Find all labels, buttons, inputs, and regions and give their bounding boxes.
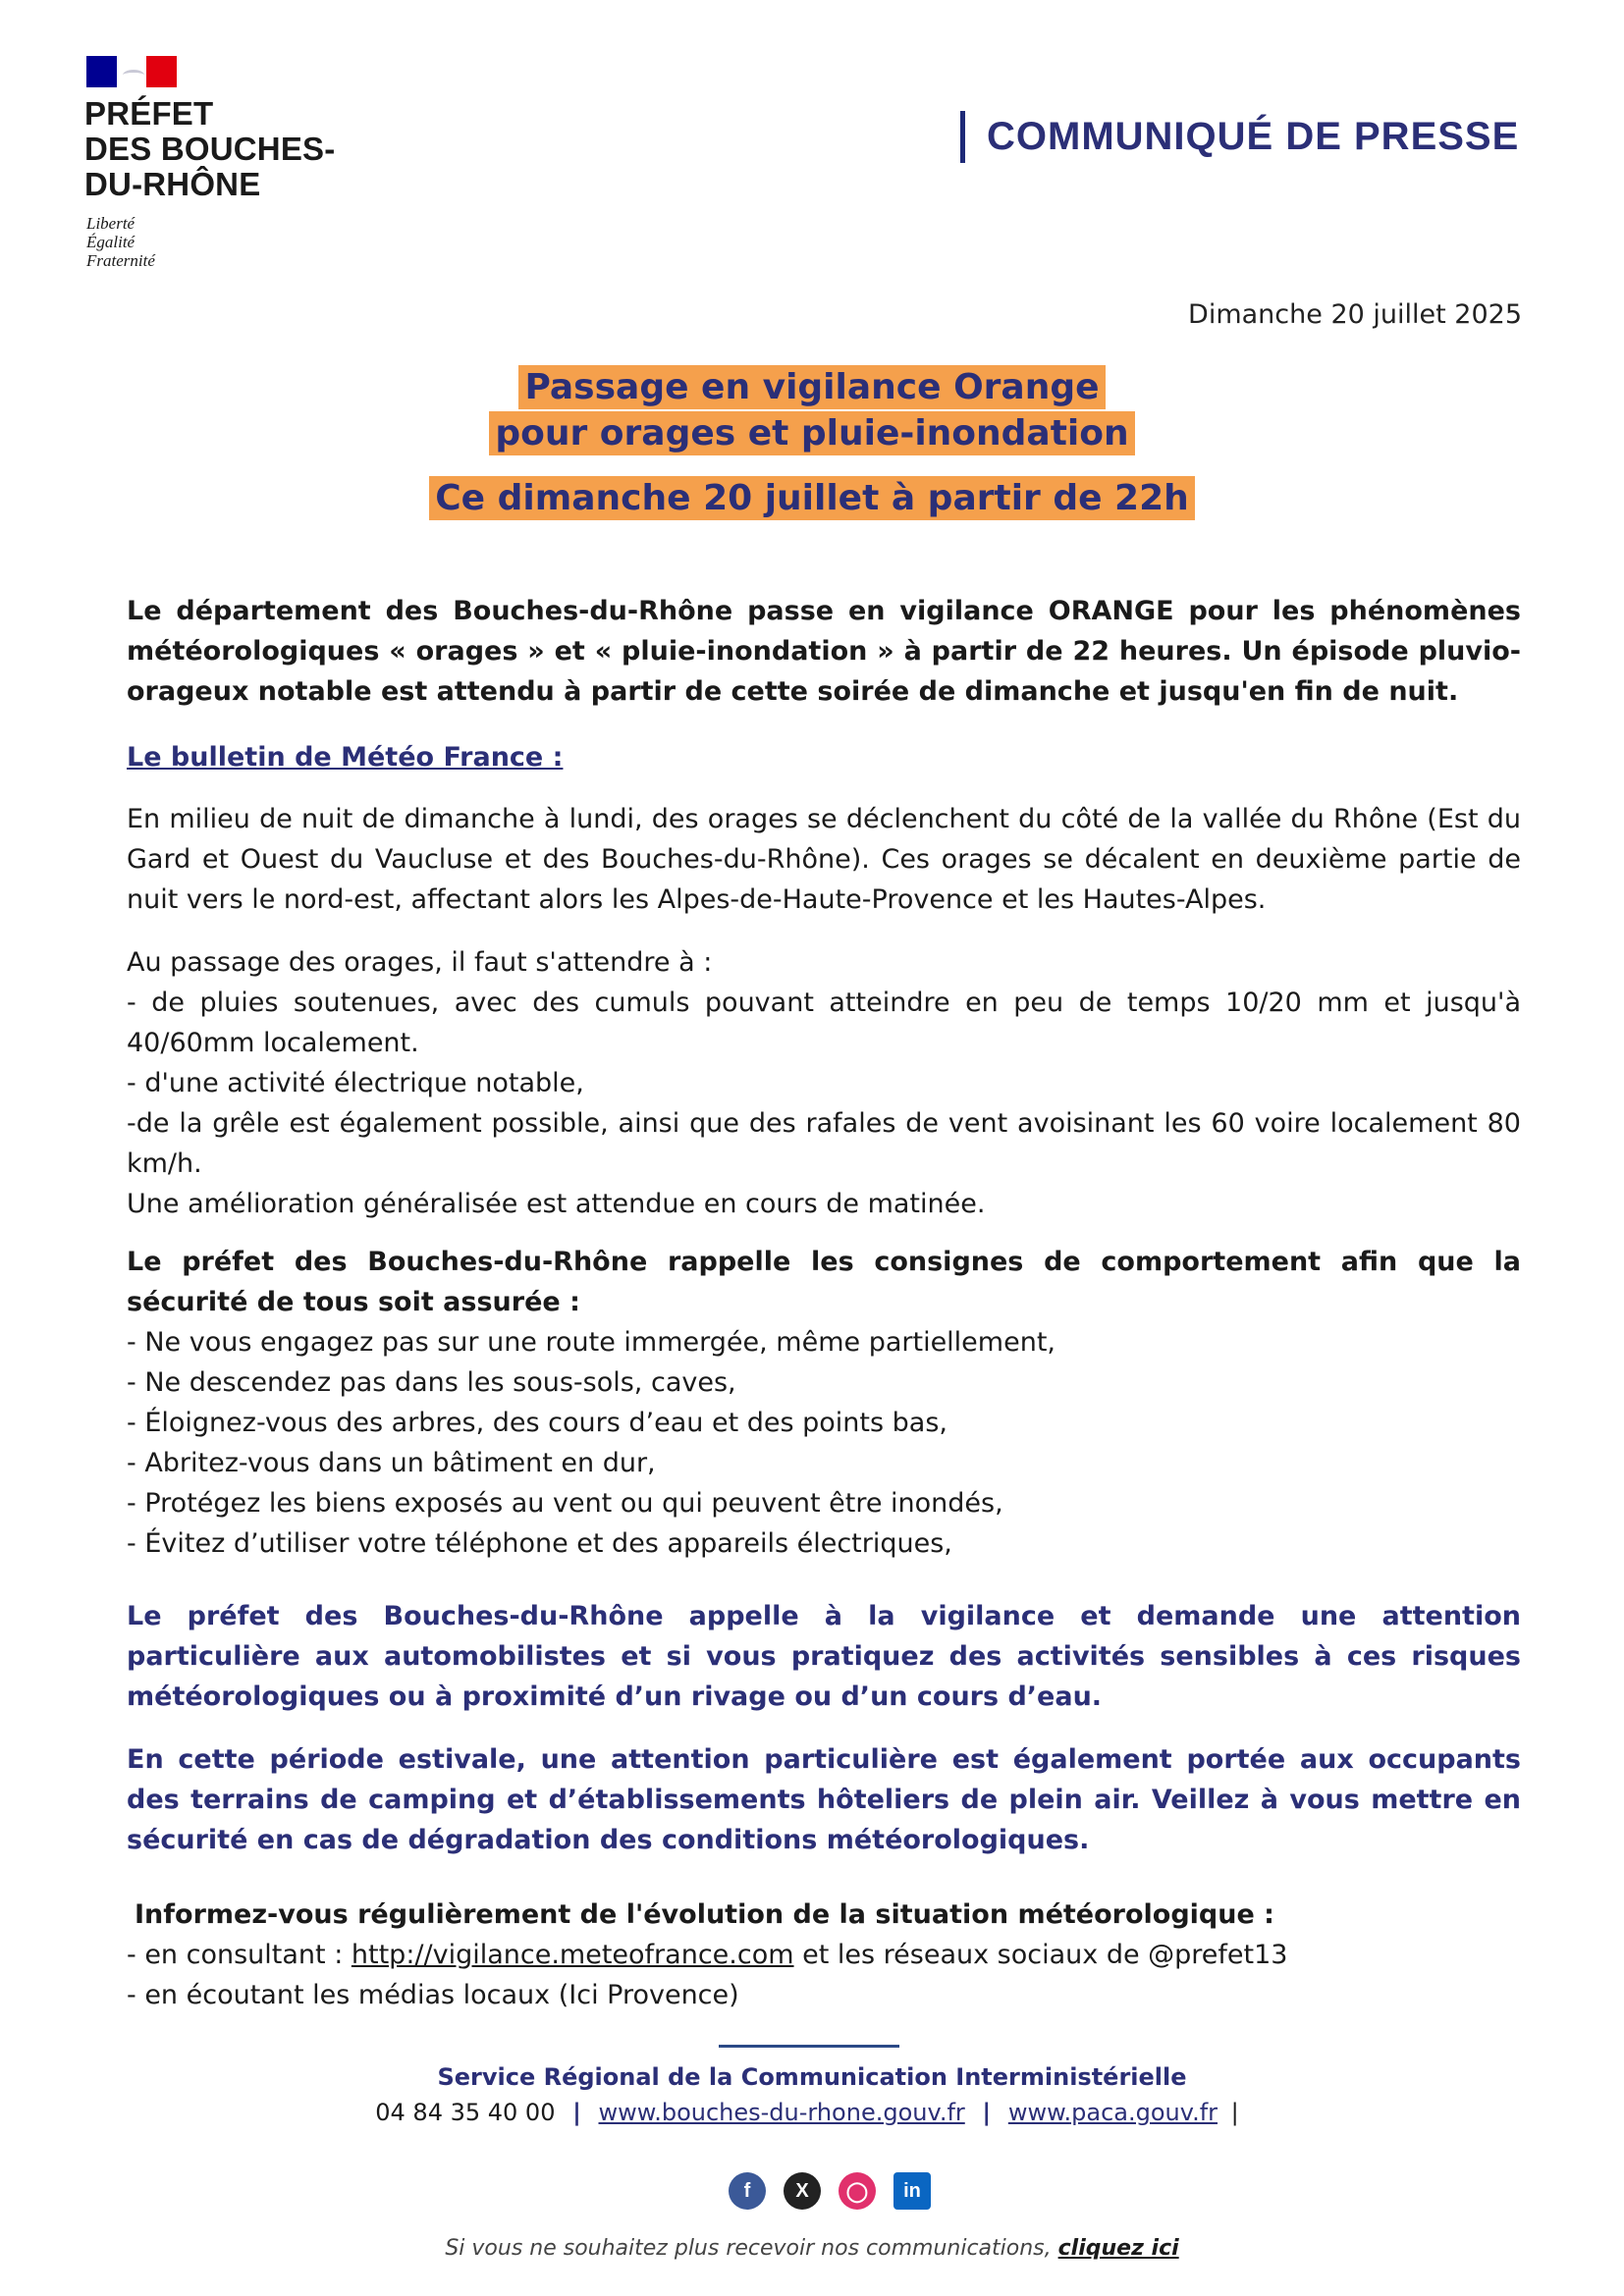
expectations-intro: Au passage des orages, il faut s'attendre à : bbox=[127, 947, 713, 978]
republic-flag-logo bbox=[86, 56, 177, 87]
consigne-item: - Ne descendez pas dans les sous-sols, caves, bbox=[127, 1367, 736, 1398]
meteofrance-link[interactable]: http://vigilance.meteofrance.com bbox=[351, 1940, 794, 1970]
info-heading: Informez-vous régulièrement de l'évolution de la situation météorologique : bbox=[135, 1899, 1274, 1930]
summer-notice: En cette période estivale, une attention particulière est également portée aux occupants des terrains de camping et d’établissements hôteliers de plein air. Veillez à vous mettre en sécurité en cas de dégradation des conditions météorologiques. bbox=[127, 1744, 1521, 1855]
intro-paragraph: Le département des Bouches-du-Rhône passe en vigilance ORANGE pour les phénomènes météorologiques « orages » et « pluie-inondation » à partir de 22 heures. Un épisode pluvio-orageux notable est attendu à partir de cette soirée de dimanche et jusqu'en fin de nuit. bbox=[127, 596, 1521, 707]
bulletin-heading-wrap bbox=[127, 737, 1521, 777]
footer-divider bbox=[719, 2045, 899, 2048]
press-date: Dimanche 20 juillet 2025 bbox=[1188, 299, 1522, 330]
separator: | bbox=[572, 2099, 581, 2126]
site-bouches-du-rhone-link[interactable]: www.bouches-du-rhone.gouv.fr bbox=[598, 2099, 965, 2126]
expectation-rain: - de pluies soutenues, avec des cumuls pouvant atteindre en peu de temps 10/20 mm et jusqu'à 40/60mm localement. bbox=[127, 988, 1521, 1058]
title-line-1-wrap bbox=[0, 367, 1624, 407]
unsubscribe-text: Si vous ne souhaitez plus recevoir nos communications, bbox=[445, 2236, 1058, 2261]
document-type: COMMUNIQUÉ DE PRESSE bbox=[987, 115, 1520, 158]
consigne-item: - Protégez les biens exposés au vent ou qui peuvent être inondés, bbox=[127, 1488, 1003, 1519]
phone-number: 04 84 35 40 00 bbox=[375, 2099, 556, 2126]
facebook-icon[interactable]: f bbox=[729, 2172, 766, 2210]
info-consult-suffix: et les réseaux sociaux de @prefet13 bbox=[793, 1940, 1288, 1970]
expectation-hail: -de la grêle est également possible, ainsi que des rafales de vent avoisinant les 60 voire localement 80 km/h. bbox=[127, 1108, 1521, 1179]
linkedin-icon[interactable]: in bbox=[893, 2172, 931, 2210]
header-accent-bar bbox=[960, 111, 965, 163]
info-line-media: - en écoutant les médias locaux (Ici Provence) bbox=[127, 1980, 739, 2010]
republic-motto: Liberté Égalité Fraternité bbox=[86, 214, 155, 270]
consigne-item: - Évitez d’utiliser votre téléphone et des appareils électriques, bbox=[127, 1528, 952, 1559]
bulletin-paragraph: En milieu de nuit de dimanche à lundi, des orages se déclenchent du côté de la vallée du Rhône (Est du Gard et Ouest du Vaucluse et des Bouches-du-Rhône). Ces orages se décalent en deuxième partie de nuit vers le nord-est, affectant alors les Alpes-de-Haute-Provence et les Hautes-Alpes. bbox=[127, 804, 1521, 915]
separator: | bbox=[982, 2099, 992, 2126]
title-line-2-wrap bbox=[0, 413, 1624, 454]
consignes-intro: Le préfet des Bouches-du-Rhône rappelle les consignes de comportement afin que la sécurité de tous soit assurée : bbox=[127, 1247, 1521, 1317]
title-line-2: pour orages et pluie-inondation bbox=[489, 411, 1134, 455]
expectations-block bbox=[127, 942, 1521, 1224]
info-line-consult bbox=[127, 1935, 1521, 1975]
vigilance-appeal: Le préfet des Bouches-du-Rhône appelle à la vigilance et demande une attention particulière aux automobilistes et si vous pratiquez des activités sensibles à ces risques météorologiques ou à proximité d’un rivage ou d’un cours d’eau. bbox=[127, 1601, 1521, 1712]
unsubscribe-line bbox=[0, 2236, 1624, 2261]
prefecture-name: PRÉFET DES BOUCHES- DU-RHÔNE bbox=[84, 95, 336, 202]
contact-line bbox=[0, 2099, 1624, 2126]
info-consult-prefix: - en consultant : bbox=[127, 1940, 352, 1970]
x-icon[interactable]: X bbox=[784, 2172, 821, 2210]
consigne-item: - Abritez-vous dans un bâtiment en dur, bbox=[127, 1448, 656, 1478]
separator: | bbox=[1230, 2099, 1239, 2126]
info-block bbox=[127, 1895, 1521, 2015]
title-line-3: Ce dimanche 20 juillet à partir de 22h bbox=[429, 476, 1195, 520]
service-name: Service Régional de la Communication Interministérielle bbox=[437, 2063, 1187, 2091]
unsubscribe-link[interactable]: cliquez ici bbox=[1057, 2236, 1179, 2261]
bulletin-heading: Le bulletin de Météo France : bbox=[127, 742, 564, 773]
expectation-improvement: Une amélioration généralisée est attendue en cours de matinée. bbox=[127, 1189, 986, 1219]
site-paca-link[interactable]: www.paca.gouv.fr bbox=[1007, 2099, 1218, 2126]
consigne-item: - Éloignez-vous des arbres, des cours d’eau et des points bas, bbox=[127, 1408, 947, 1438]
title-line-1: Passage en vigilance Orange bbox=[518, 365, 1105, 409]
social-links bbox=[729, 2172, 931, 2210]
expectation-lightning: - d'une activité électrique notable, bbox=[127, 1068, 584, 1098]
title-line-3-wrap bbox=[0, 478, 1624, 518]
consigne-item: - Ne vous engagez pas sur une route immergée, même partiellement, bbox=[127, 1327, 1056, 1358]
consignes-block bbox=[127, 1242, 1521, 1564]
instagram-icon[interactable]: ◯ bbox=[839, 2172, 876, 2210]
